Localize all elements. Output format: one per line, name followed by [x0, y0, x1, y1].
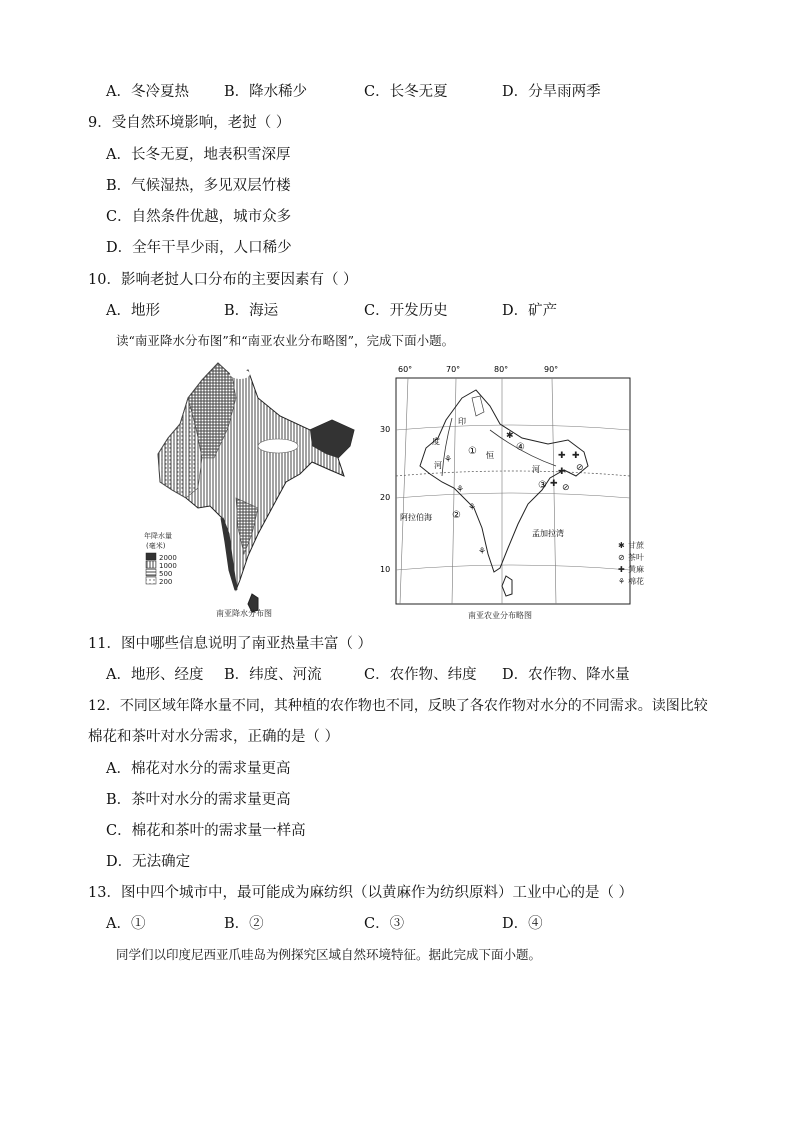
- lon-80: 80°: [494, 365, 509, 374]
- city-3: ③: [538, 480, 547, 491]
- legend-2000: 2000: [159, 554, 177, 562]
- q13-option-c: C．③: [364, 916, 405, 932]
- label-he-indus: 河: [434, 461, 442, 470]
- legend-1000: 1000: [159, 562, 177, 570]
- q12-option-b: B．茶叶对水分的需求量更高: [106, 792, 291, 808]
- label-heng: 恒: [486, 451, 494, 460]
- q12-option-c: C．棉花和茶叶的需求量一样高: [106, 823, 306, 839]
- sugarcane-icon: ✱: [618, 541, 625, 550]
- jute-icon: ✚: [550, 479, 558, 489]
- lat-10: 10: [380, 565, 391, 574]
- cotton-icon: ⚘: [478, 547, 487, 557]
- city-1: ①: [468, 446, 477, 457]
- jute-icon: ✚: [558, 467, 566, 477]
- label-yin: 印: [458, 417, 466, 426]
- q10-option-c: C．开发历史: [364, 303, 448, 319]
- jute-icon: ✚: [572, 451, 580, 461]
- precipitation-map: [140, 358, 370, 623]
- q12-stem-line2: 棉花和茶叶对水分需求，正确的是（ ）: [88, 729, 340, 745]
- q10-stem: 10．影响老挝人口分布的主要因素有（ ）: [88, 272, 358, 288]
- q10-option-b: B．海运: [224, 303, 279, 319]
- cotton-icon: ⚘: [444, 455, 453, 465]
- legend-title: 年降水量: [144, 532, 172, 540]
- q11-stem: 11．图中哪些信息说明了南亚热量丰富（ ）: [88, 636, 373, 652]
- q12-option-a: A．棉花对水分的需求量更高: [106, 761, 291, 777]
- sugarcane-icon: ✱: [506, 431, 514, 441]
- q9-stem: 9．受自然环境影响，老挝（ ）: [88, 115, 291, 131]
- tea-icon: ⊘: [562, 483, 570, 493]
- q12-option-d: D．无法确定: [106, 854, 191, 870]
- lon-70: 70°: [446, 365, 461, 374]
- precipitation-map-caption: 南亚降水分布图: [216, 609, 272, 618]
- agriculture-map-caption: 南亚农业分布略图: [468, 611, 532, 620]
- legend-sugarcane: 甘蔗: [628, 541, 644, 550]
- q9-option-a: A．长冬无夏，地表积雪深厚: [106, 147, 291, 163]
- legend-tea: 茶叶: [628, 553, 644, 562]
- q9-option-b: B．气候湿热，多见双层竹楼: [106, 178, 291, 194]
- q9-option-c: C．自然条件优越，城市众多: [106, 209, 292, 225]
- q11-option-b: B．纬度、河流: [224, 667, 322, 683]
- lat-20: 20: [380, 493, 391, 502]
- label-bay-of-bengal: 孟加拉湾: [532, 529, 564, 538]
- q8-option-d: D．分旱雨两季: [502, 84, 601, 100]
- legend-unit: (毫米): [146, 542, 166, 550]
- q10-option-a: A．地形: [106, 303, 160, 319]
- q10-option-d: D．矿产: [502, 303, 558, 319]
- jute-icon: ✚: [618, 565, 625, 574]
- q8-option-b: B．降水稀少: [224, 84, 308, 100]
- q8-option-c: C．长冬无夏: [364, 84, 448, 100]
- q11-option-d: D．农作物、降水量: [502, 667, 630, 683]
- label-he-ganges: 河: [532, 465, 540, 474]
- label-du: 度: [432, 437, 440, 446]
- tea-icon: ⊘: [618, 553, 625, 562]
- q13-option-a: A．①: [106, 916, 146, 932]
- intro-java: 同学们以印度尼西亚爪哇岛为例探究区域自然环境特征。据此完成下面小题。: [116, 947, 542, 962]
- legend-500: 500: [159, 570, 173, 578]
- city-2: ②: [452, 510, 461, 521]
- intro-south-asia: 读“南亚降水分布图”和“南亚农业分布略图”，完成下面小题。: [116, 333, 455, 348]
- q9-option-d: D．全年干旱少雨，人口稀少: [106, 240, 292, 256]
- label-arabian-sea: 阿拉伯海: [400, 513, 432, 522]
- tea-icon: ⊘: [576, 463, 584, 473]
- cotton-icon: ⚘: [456, 485, 465, 495]
- cotton-icon: ⚘: [468, 503, 477, 513]
- q12-stem-line1: 12．不同区域年降水量不同，其种植的农作物也不同，反映了各农作物对水分的不同需求。读图比较: [88, 698, 708, 714]
- cotton-icon: ⚘: [618, 577, 626, 586]
- q8-option-a: A．冬冷夏热: [106, 84, 189, 100]
- lat-30: 30: [380, 425, 391, 434]
- q13-stem: 13．图中四个城市中，最可能成为麻纺织（以黄麻作为纺织原料）工业中心的是（ ）: [88, 885, 634, 901]
- lon-60: 60°: [398, 365, 413, 374]
- legend-jute: 黄麻: [628, 565, 644, 574]
- jute-icon: ✚: [558, 451, 566, 461]
- city-4: ④: [516, 442, 525, 453]
- q11-option-a: A．地形、经度: [106, 667, 204, 683]
- q13-option-b: B．②: [224, 916, 264, 932]
- q11-option-c: C．农作物、纬度: [364, 667, 477, 683]
- agriculture-map: [372, 358, 662, 623]
- legend-200: 200: [159, 578, 173, 586]
- lon-90: 90°: [544, 365, 559, 374]
- legend-cotton: 棉花: [628, 577, 644, 586]
- q13-option-d: D．④: [502, 916, 543, 932]
